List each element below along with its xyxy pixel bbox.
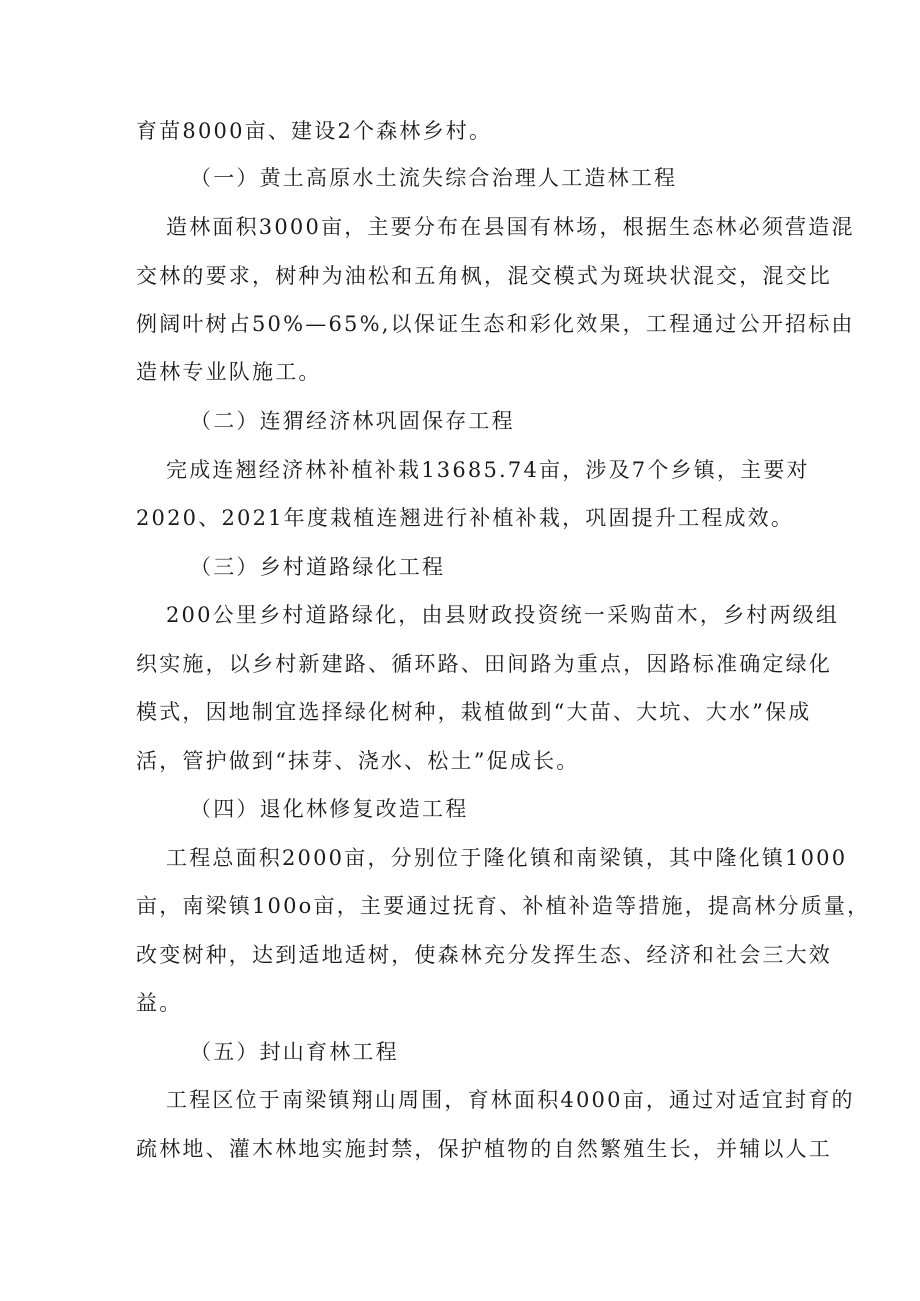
paragraph-line: 亩，南梁镇100o亩，主要通过抚育、补植补造等措施，提高林分质量， [136, 894, 871, 918]
paragraph-line: 改变树种，达到适地适树，使森林充分发挥生态、经济和社会三大效 [136, 943, 832, 967]
paragraph-line: 2020、2021年度栽植连翘进行补植补栽，巩固提升工程成效。 [136, 506, 795, 530]
paragraph-line: 例阔叶树占50%—65%,以保证生态和彩化效果，工程通过公开招标由 [136, 312, 855, 336]
section-heading-5: （五）封山育林工程 [190, 1040, 399, 1064]
paragraph-line: 育苗8000亩、建设2个森林乡村。 [136, 119, 493, 143]
section-heading-4: （四）退化林修复改造工程 [190, 797, 469, 821]
paragraph-line: 活，管护做到“抹芽、浇水、松土”促成长。 [136, 749, 580, 773]
paragraph-line: 造林专业队施工。 [136, 360, 322, 384]
section-heading-2: （二）连猬经济林巩固保存工程 [190, 409, 515, 433]
paragraph-line: 疏林地、灌木林地实施封禁，保护植物的自然繁殖生长，并辅以人工 [136, 1137, 832, 1161]
paragraph-line: 交林的要求，树种为油松和五角枫，混交模式为斑块状混交，混交比 [136, 264, 832, 288]
section-heading-3: （三）乡村道路绿化工程 [190, 555, 446, 579]
paragraph-line: 模式，因地制宜选择绿化树种，栽植做到“大苗、大坑、大水”保成 [136, 700, 812, 724]
paragraph-line: 织实施，以乡村新建路、循环路、田间路为重点，因路标准确定绿化 [136, 652, 832, 676]
paragraph-line: 工程总面积2000亩，分别位于隆化镇和南梁镇，其中隆化镇1000 [166, 846, 848, 870]
paragraph-line: 工程区位于南梁镇翔山周围，育林面积4000亩，通过对适宜封育的 [166, 1088, 855, 1112]
paragraph-line: 益。 [136, 991, 183, 1015]
paragraph-line: 完成连翘经济林补植补栽13685.74亩，涉及7个乡镇，主要对 [166, 458, 810, 482]
section-heading-1: （一）黄土高原水土流失综合治理人工造林工程 [190, 166, 678, 190]
paragraph-line: 造林面积3000亩，主要分布在县国有林场，根据生态林必须营造混 [166, 215, 855, 239]
paragraph-line: 200公里乡村道路绿化，由县财政投资统一采购苗木，乡村两级组 [166, 603, 840, 627]
